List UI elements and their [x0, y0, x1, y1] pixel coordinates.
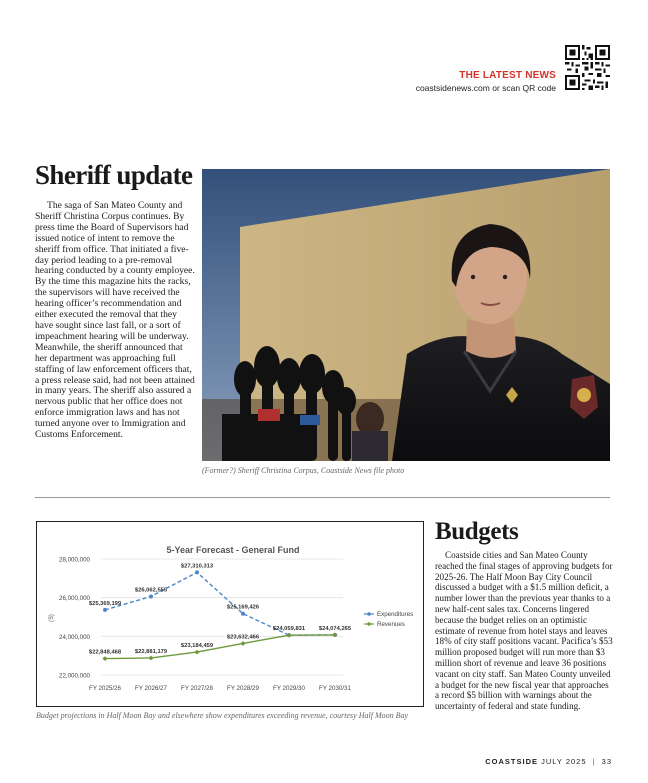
chart-y-tick-label: 28,000,000: [59, 556, 90, 564]
budgets-headline: Budgets: [435, 518, 519, 545]
budgets-article-body: Coastside cities and San Mateo County reached the final stages of approving budgets for 2025-26. The Half Moon Bay City Council discussed a budget with a $1.5 million deficit, a number lower than the previous year thanks to a new half-cent sales tax. Concerns lingered because the budget relies on an optimistic estimate of revenue from hotel stays and leaves 18% of city staff positions vacant. Pacifica’s $53 million proposed budget will run more than $3 million short of revenue and leave 36 positions vacant on city staff. San Mateo County unveiled a budget for the new fiscal year that approaches a record $5 billion with warnings about the uncertainty of federal and state funding.: [435, 550, 613, 712]
chart-data-label: $23,184,459: [180, 643, 214, 650]
chart-data-label: $27,310,313: [180, 563, 214, 570]
chart-legend-marker: [367, 622, 370, 625]
chart-y-ticks: [59, 557, 91, 680]
chart-point: [194, 650, 199, 655]
budget-forecast-chart: [36, 521, 424, 707]
chart-x-tick-label: FY 2028/29: [227, 685, 259, 692]
latest-news-subtitle: coastsidenews.com or scan QR code: [415, 83, 556, 93]
chart-data-label: $25,369,199: [88, 600, 122, 607]
chart-y-tick-label: 26,000,000: [59, 595, 90, 603]
chart-point: [102, 656, 107, 661]
chart-point: [149, 594, 153, 598]
chart-x-tick-label: FY 2025/26: [89, 685, 121, 692]
chart-legend-label: Revenues: [377, 621, 405, 629]
sheriff-headline: Sheriff update: [35, 160, 193, 190]
section-divider: [35, 497, 610, 498]
latest-news-block: [416, 70, 556, 93]
chart-legend: [364, 611, 413, 628]
chart-data-label: $22,848,468: [88, 649, 122, 656]
footer-brand: COASTSIDE: [485, 757, 538, 766]
chart-point: [103, 608, 107, 612]
chart-legend-label: Expenditures: [377, 611, 414, 619]
sheriff-photo-illustration: [202, 169, 610, 461]
chart-data-labels: [89, 563, 352, 655]
chart-y-tick-label: 24,000,000: [59, 633, 90, 641]
chart-series: [102, 570, 337, 661]
page-footer: [485, 757, 612, 766]
chart-x-tick-label: FY 2029/30: [273, 685, 305, 692]
chart-y-axis-label: ($): [48, 614, 55, 622]
qr-code-icon[interactable]: [565, 45, 610, 90]
footer-separator: |: [592, 757, 596, 766]
chart-legend-marker: [367, 612, 370, 615]
sheriff-photo-caption: (Former?) Sheriff Christina Corpus, Coastside News file photo: [202, 466, 405, 475]
chart-x-ticks: [89, 685, 351, 692]
chart-x-tick-label: FY 2030/31: [319, 685, 351, 692]
chart-data-label: $23,632,466: [226, 634, 260, 641]
sheriff-article-body: The saga of San Mateo County and Sheriff Christina Corpus continues. By press time the Board of Supervisors had issued notice of intent to remove the sheriff from office. That initiated a five-day period leading to a pre-removal hearing conducted by a county employee. By the time this magazine hits the racks, the supervisors will have received the hearing officer’s recommendation and either executed the removal that they have sought since last fall, or a sort of impeachment hearing will be underway. Meanwhile, the sheriff announced that her department was approaching full staffing of law enforcement officers that, a press release said, had not been attained in many years. The sheriff also assured a nervous public that her office does not enforce immigration laws and has not turned anyone over to Immigration and Customs Enforcement.: [35, 200, 195, 441]
chart-canvas: [37, 522, 423, 706]
chart-x-tick-label: FY 2026/27: [135, 685, 167, 692]
footer-page-number: 33: [601, 757, 612, 766]
chart-point: [240, 641, 245, 646]
chart-point: [148, 656, 153, 661]
chart-point: [286, 633, 291, 638]
chart-point: [241, 612, 245, 616]
chart-data-label: $22,881,179: [134, 648, 168, 655]
sheriff-photo: [202, 169, 610, 461]
chart-title: 5-Year Forecast - General Fund: [166, 545, 300, 555]
chart-y-tick-label: 22,000,000: [59, 672, 90, 680]
chart-series-line-revenues: [105, 635, 335, 659]
chart-point: [195, 570, 199, 574]
chart-data-label: $24,059,831: [272, 626, 306, 633]
chart-data-label: $25,169,426: [226, 604, 260, 611]
chart-data-label: $24,074,265: [318, 625, 352, 632]
chart-data-label: $26,062,555: [134, 587, 168, 594]
latest-news-title: THE LATEST NEWS: [459, 70, 556, 81]
chart-caption: Budget projections in Half Moon Bay and elsewhere show expenditures exceeding revenue, courtesy Half Moon Bay: [36, 711, 409, 720]
chart-x-tick-label: FY 2027/28: [181, 685, 213, 692]
footer-issue: JULY 2025: [541, 757, 587, 766]
